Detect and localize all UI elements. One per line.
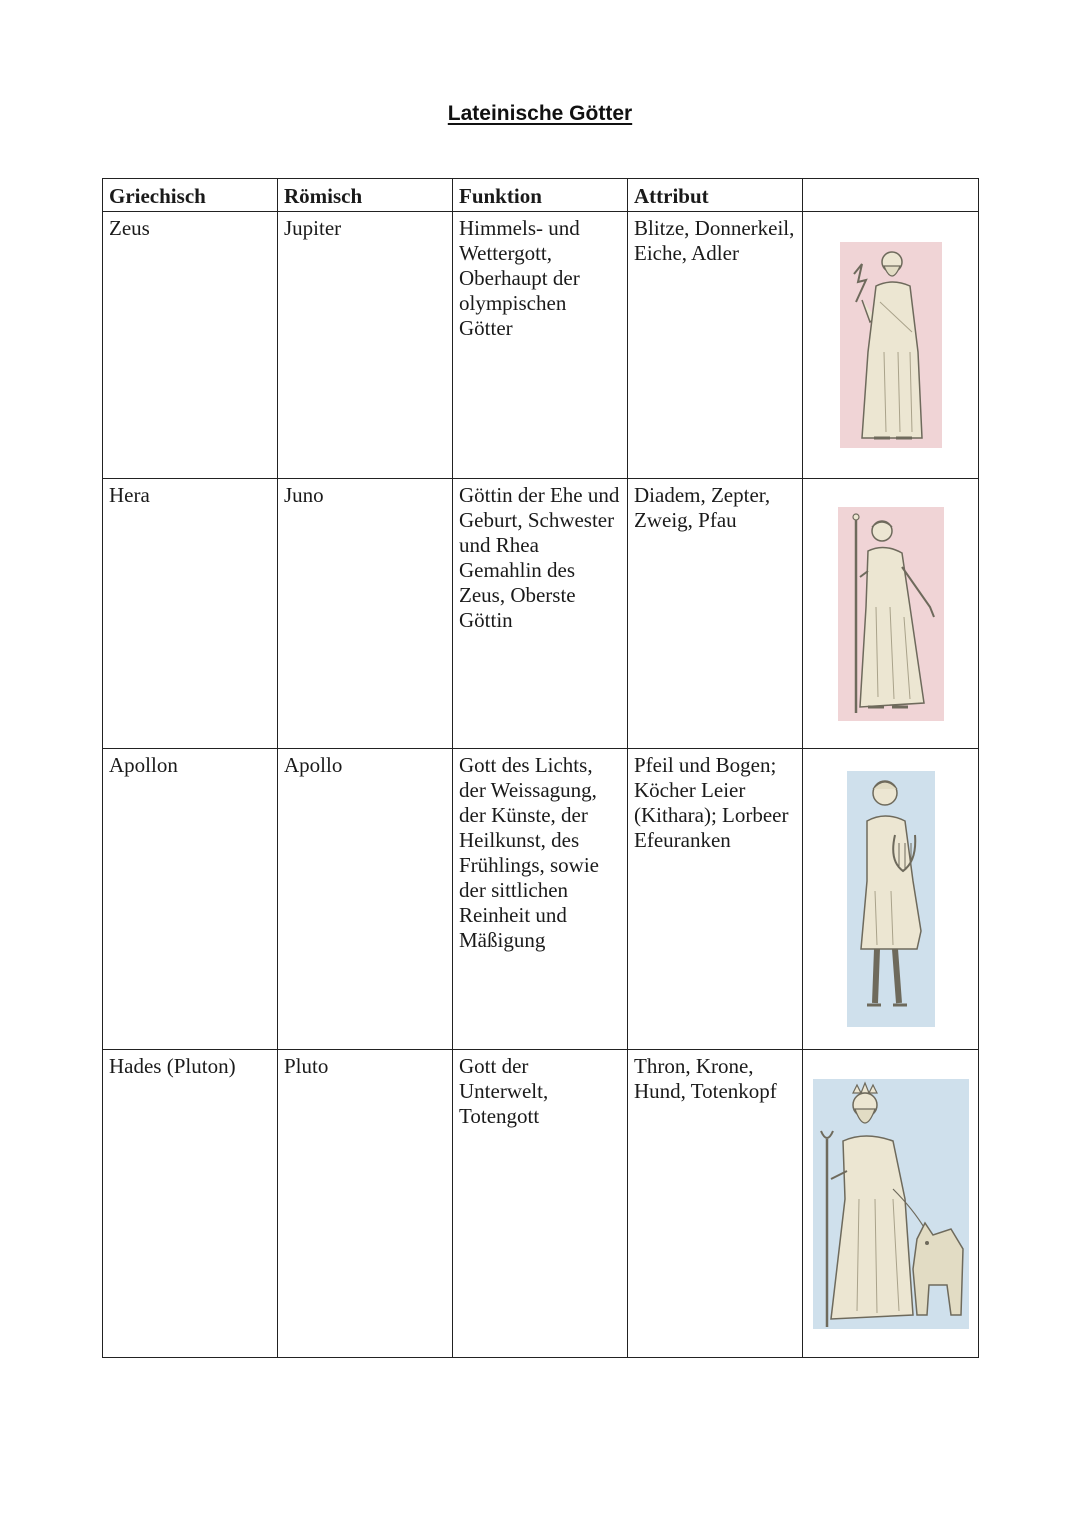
cell-attribute: Blitze, Donnerkeil, Eiche, Adler xyxy=(628,212,803,479)
header-roman: Römisch xyxy=(278,179,453,212)
cell-attribute: Diadem, Zepter, Zweig, Pfau xyxy=(628,479,803,749)
hera-figure-icon xyxy=(838,507,944,721)
header-greek: Griechisch xyxy=(103,179,278,212)
table-row-apollon xyxy=(103,749,979,1050)
cell-roman: Jupiter xyxy=(278,212,453,479)
cell-roman: Juno xyxy=(278,479,453,749)
zeus-figure-icon xyxy=(840,242,942,448)
cell-roman: Apollo xyxy=(278,749,453,1050)
table-row-hera xyxy=(103,479,979,749)
header-function: Funktion xyxy=(453,179,628,212)
cell-function: Göttin der Ehe und Geburt, Schwester und Rhea Gemahlin des Zeus, Oberste Göttin xyxy=(453,479,628,749)
cell-greek: Apollon xyxy=(103,749,278,1050)
cell-greek: Hades (Pluton) xyxy=(103,1050,278,1358)
page-title: Lateinische Götter xyxy=(447,102,633,125)
header-row xyxy=(103,179,979,212)
cell-greek: Hera xyxy=(103,479,278,749)
cell-function: Himmels- und Wettergott, Oberhaupt der olympischen Götter xyxy=(453,212,628,479)
gods-table xyxy=(102,178,979,1358)
cell-attribute: Pfeil und Bogen; Köcher Leier (Kithara); Lorbeer Efeuranken xyxy=(628,749,803,1050)
apollo-figure-icon xyxy=(847,771,935,1027)
table-row-zeus xyxy=(103,212,979,479)
table-row-hades xyxy=(103,1050,979,1358)
hades-figure-icon xyxy=(813,1079,969,1329)
cell-function: Gott der Unterwelt, Totengott xyxy=(453,1050,628,1358)
cell-attribute: Thron, Krone, Hund, Totenkopf xyxy=(628,1050,803,1358)
header-image xyxy=(803,179,979,212)
cell-roman: Pluto xyxy=(278,1050,453,1358)
cell-function: Gott des Lichts, der Weissagung, der Künste, der Heilkunst, des Frühlings, sowie der sittlichen Reinheit und Mäßigung xyxy=(453,749,628,1050)
header-attribute: Attribut xyxy=(628,179,803,212)
cell-greek: Zeus xyxy=(103,212,278,479)
